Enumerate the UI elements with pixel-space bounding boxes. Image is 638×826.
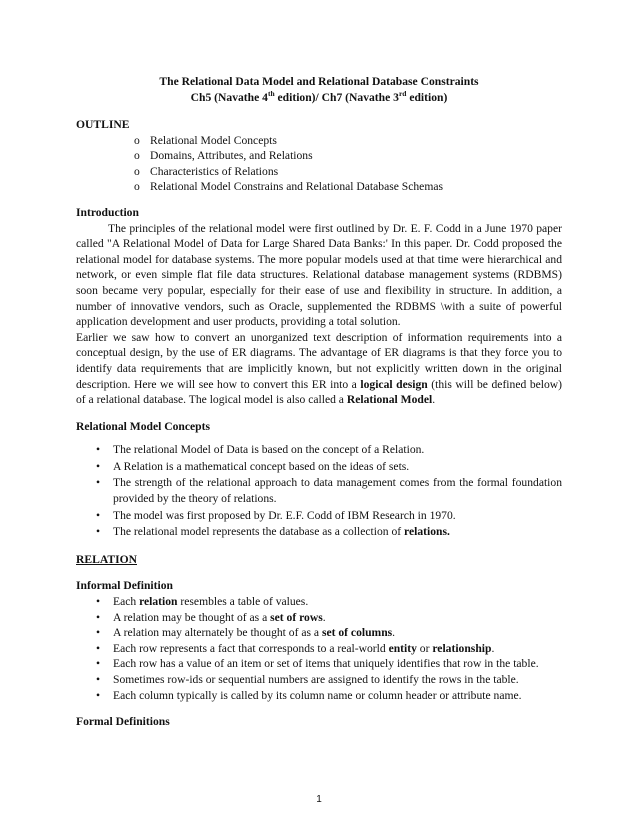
list-item <box>96 475 562 506</box>
list-item <box>134 179 562 195</box>
list-item <box>96 459 562 475</box>
bullet-marker: • <box>96 610 101 624</box>
bullet-marker: • <box>96 459 101 473</box>
list-item <box>96 672 562 688</box>
bullet-marker: • <box>96 508 101 522</box>
list-item-text: Characteristics of Relations <box>150 164 279 178</box>
bold-term: relationship <box>432 641 492 655</box>
title-superscript: th <box>267 89 275 99</box>
list-marker: o <box>134 133 140 147</box>
bullet-marker: • <box>96 626 101 640</box>
list-item-text: Relational Model Constrains and Relational Database Schemas <box>150 180 443 194</box>
formal-definitions-heading: Formal Definitions <box>76 715 170 729</box>
outline-heading: OUTLINE <box>76 118 130 131</box>
list-item-text: . <box>392 626 396 640</box>
list-item <box>96 625 562 641</box>
bullet-marker: • <box>96 595 101 609</box>
bullet-marker: • <box>96 641 101 655</box>
list-marker: o <box>134 164 140 178</box>
list-item <box>134 148 562 164</box>
list-item <box>96 688 562 704</box>
paragraph-text: . <box>432 393 436 407</box>
list-item-text: The strength of the relational approach to data management comes from the formal foundation provided by the theory of relations. <box>113 476 562 506</box>
bullet-marker: • <box>96 525 101 539</box>
paragraph-text: Earlier we saw how to convert an unorganized text description of information requirements into a conceptual design, by the use of ER diagrams. The advantage of ER diagrams is that they force you to identify data requirements that are implicitly known, but not explicitly written down in the original description. Here we will see how to convert this ER into a <box>76 330 562 391</box>
list-item-text: A Relation is a mathematical concept based on the ideas of sets. <box>113 459 410 473</box>
introduction-paragraph-2 <box>76 330 562 408</box>
informal-definition-heading: Informal Definition <box>76 579 173 593</box>
list-item <box>96 524 562 540</box>
list-item-text: Each column typically is called by its column name or column header or attribute name. <box>113 688 522 702</box>
paragraph-text: (this will be defined below) of a relational database. The logical model is also called a <box>76 377 563 407</box>
title-line-2 <box>0 90 638 106</box>
list-marker: o <box>134 149 140 163</box>
document-title <box>0 74 638 106</box>
list-item-text: A relation may be thought of as a <box>113 610 271 624</box>
list-item-text: . <box>322 610 326 624</box>
list-item-text: resembles a table of values. <box>177 595 309 609</box>
list-item-text: or <box>416 641 433 655</box>
title-text: edition) <box>406 91 448 104</box>
bullet-marker: • <box>96 443 101 457</box>
bullet-marker: • <box>96 476 101 490</box>
bold-term: Relational Model <box>346 393 433 407</box>
outline-list <box>76 133 562 195</box>
bullet-marker: • <box>96 688 101 702</box>
list-item <box>134 164 562 180</box>
bold-term: relation <box>139 595 178 609</box>
list-item-text: The relational model represents the database as a collection of <box>113 525 405 539</box>
relation-heading: RELATION <box>76 552 137 566</box>
list-item-text: A relation may alternately be thought of as a <box>113 626 322 640</box>
bold-term: set of rows <box>270 610 323 624</box>
title-line-1: The Relational Data Model and Relational Database Constraints <box>159 75 479 88</box>
introduction-heading: Introduction <box>76 205 139 219</box>
list-item <box>96 442 562 458</box>
relational-concepts-list <box>76 442 562 540</box>
title-text: Ch5 (Navathe 4 <box>190 91 268 104</box>
list-item-text: Each row has a value of an item or set of items that uniquely identifies that row in the table. <box>113 657 539 671</box>
list-item-text: Each row represents a fact that corresponds to a real-world <box>113 641 389 655</box>
list-item-text: The relational Model of Data is based on the concept of a Relation. <box>113 443 425 457</box>
introduction-paragraph-1: The principles of the relational model were first outlined by Dr. E. F. Codd in a June 1970 paper called "A Relational Model of Data for Large Shared Data Banks:' In this paper. Dr. Codd proposed the relational model for database systems. The more popular models used at that time were hierarchical and network, or even simple flat file data structures. Relational database management systems (RDBMS) soon became very popular, especially for their ease of use and flexibility in structure. In addition, a number of innovative vendors, such as Oracle, supplemented the RDBMS \with a suite of powerful application development and user products, providing a total solution. <box>76 221 562 329</box>
list-item <box>134 133 562 149</box>
list-item-text: The model was first proposed by Dr. E.F. Codd of IBM Research in 1970. <box>113 508 456 522</box>
bullet-marker: • <box>96 657 101 671</box>
list-item-text: . <box>491 641 495 655</box>
bold-term: relations. <box>404 525 450 539</box>
list-item <box>96 508 562 524</box>
title-text: edition)/ Ch7 (Navathe 3 <box>274 91 399 104</box>
bullet-marker: • <box>96 673 101 686</box>
bold-term: logical design <box>360 377 428 391</box>
list-item-text: Sometimes row-ids or sequential numbers are assigned to identify the rows in the table. <box>113 673 519 686</box>
title-superscript: rd <box>398 89 407 99</box>
informal-definition-list <box>76 594 562 703</box>
relational-concepts-heading: Relational Model Concepts <box>76 419 210 433</box>
bold-term: entity <box>388 641 417 655</box>
list-item-text: Relational Model Concepts <box>150 133 277 147</box>
list-item <box>96 610 562 626</box>
list-marker: o <box>134 180 140 194</box>
document-body <box>76 117 562 730</box>
list-item <box>96 656 562 672</box>
list-item <box>96 594 562 610</box>
list-item-text: Each <box>113 595 140 609</box>
list-item-text: Domains, Attributes, and Relations <box>150 149 313 163</box>
page-number: 1 <box>316 794 322 805</box>
bold-term: set of columns <box>321 626 393 640</box>
list-item <box>96 641 562 657</box>
